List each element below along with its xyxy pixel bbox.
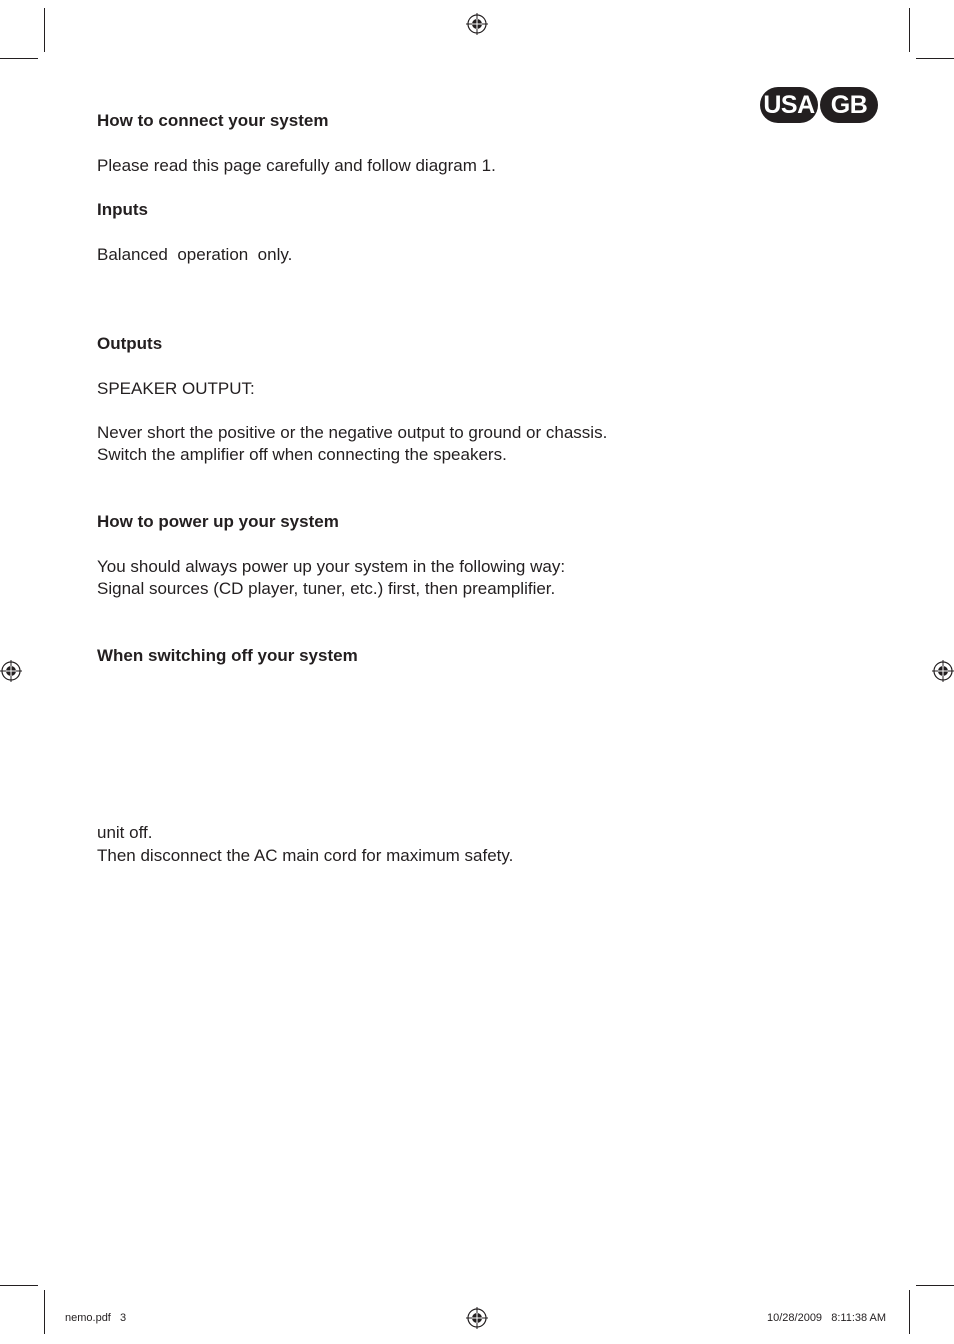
switch-off-heading: When switching off your system bbox=[97, 646, 358, 665]
outputs-line-1: Never short the positive or the negative output to ground or chassis. bbox=[97, 423, 608, 442]
connect-heading: How to connect your system bbox=[97, 111, 329, 130]
outputs-heading: Outputs bbox=[97, 334, 163, 353]
usa-badge: USA bbox=[760, 87, 818, 123]
speaker-output-label: SPEAKER OUTPUT: bbox=[97, 379, 255, 398]
crop-mark-top-right-vertical bbox=[909, 8, 910, 52]
switch-off-line-1: unit off. bbox=[97, 823, 153, 842]
registration-mark-icon bbox=[466, 13, 488, 35]
crop-mark-top-left-horizontal bbox=[0, 58, 38, 59]
registration-mark-icon bbox=[0, 660, 22, 682]
inputs-body: Balanced operation only. bbox=[97, 245, 293, 264]
gb-badge: GB bbox=[820, 87, 878, 123]
crop-mark-bottom-right-horizontal bbox=[916, 1285, 954, 1286]
registration-mark-icon bbox=[932, 660, 954, 682]
crop-mark-bottom-left-vertical bbox=[44, 1290, 45, 1334]
crop-mark-top-left-vertical bbox=[44, 8, 45, 52]
footer-file: nemo.pdf 3 bbox=[65, 1312, 127, 1324]
inputs-heading: Inputs bbox=[97, 200, 148, 219]
outputs-line-2: Switch the amplifier off when connecting the speakers. bbox=[97, 445, 507, 464]
crop-mark-top-right-horizontal bbox=[916, 58, 954, 59]
connect-body: Please read this page carefully and follow diagram 1. bbox=[97, 156, 496, 175]
power-line-2: Signal sources (CD player, tuner, etc.) first, then preamplifier. bbox=[97, 579, 556, 598]
registration-mark-icon bbox=[466, 1307, 488, 1329]
footer-timestamp: 10/28/2009 8:11:38 AM bbox=[767, 1312, 887, 1324]
crop-mark-bottom-left-horizontal bbox=[0, 1285, 38, 1286]
region-badges bbox=[760, 87, 880, 125]
crop-mark-bottom-right-vertical bbox=[909, 1290, 910, 1334]
power-line-1: You should always power up your system in the following way: bbox=[97, 557, 566, 576]
power-heading: How to power up your system bbox=[97, 512, 339, 531]
switch-off-line-2: Then disconnect the AC main cord for maximum safety. bbox=[97, 846, 514, 865]
